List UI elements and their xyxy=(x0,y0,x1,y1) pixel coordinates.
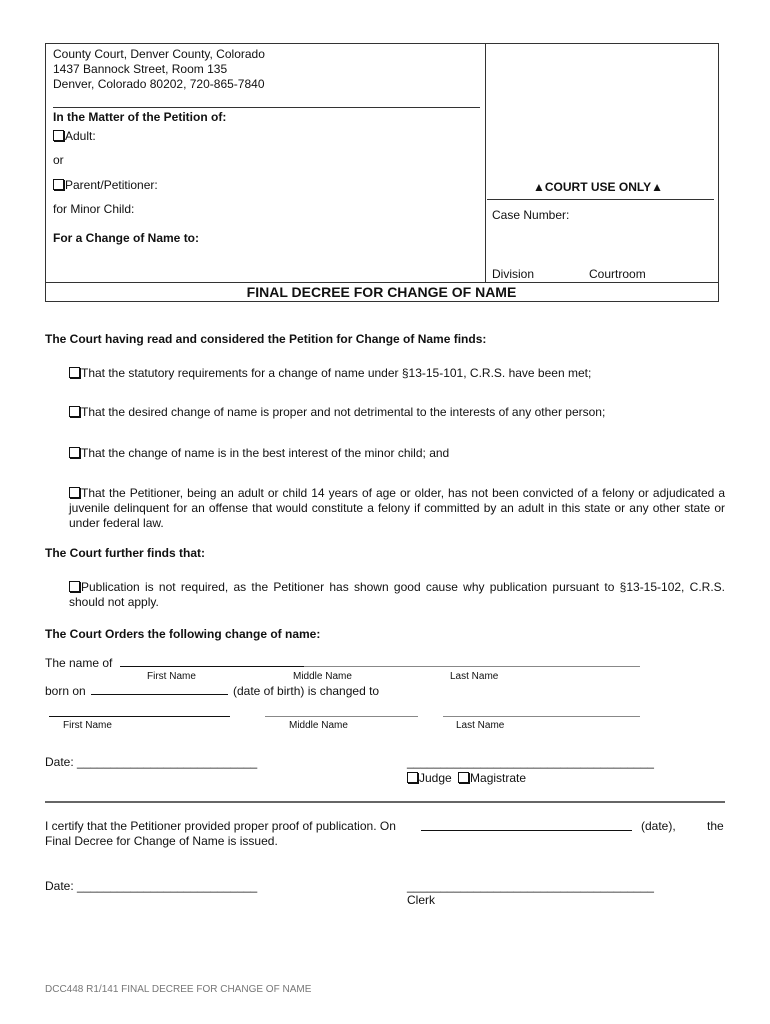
certify-the-word: the xyxy=(707,819,724,833)
finding-not-detrimental xyxy=(69,405,605,419)
court-info-divider xyxy=(53,107,480,108)
orders-heading: The Court Orders the following change of name: xyxy=(45,627,321,641)
dob-changed-label: (date of birth) is changed to xyxy=(233,684,380,698)
finding-best-interest-checkbox[interactable] xyxy=(69,447,80,458)
court-use-divider xyxy=(487,199,714,200)
finding-best-interest-text: That the change of name is in the best interest of the minor child; and xyxy=(81,446,450,460)
old-first-name-field[interactable] xyxy=(120,666,304,667)
publication-checkbox[interactable] xyxy=(69,581,80,592)
or-label: or xyxy=(53,153,64,167)
old-middle-name-caption: Middle Name xyxy=(293,671,352,682)
further-heading: The Court further finds that: xyxy=(45,546,205,560)
court-use-only: ▲COURT USE ONLY▲ xyxy=(533,180,663,194)
courtroom-label: Courtroom xyxy=(589,267,646,281)
title-divider xyxy=(45,282,718,283)
document-title: FINAL DECREE FOR CHANGE OF NAME xyxy=(246,284,517,300)
finding-statutory xyxy=(69,366,591,380)
matter-heading: In the Matter of the Petition of: xyxy=(53,110,227,124)
clerk-date-field[interactable]: Date: ___________________________ xyxy=(45,879,258,893)
change-to-label: For a Change of Name to: xyxy=(53,231,200,245)
new-middle-name-caption: Middle Name xyxy=(289,720,348,731)
magistrate-label: Magistrate xyxy=(470,771,527,785)
court-city-phone: Denver, Colorado 80202, 720-865-7840 xyxy=(53,77,265,91)
magistrate-checkbox[interactable] xyxy=(458,772,469,783)
findings-heading: The Court having read and considered the Petition for Change of Name finds: xyxy=(45,332,487,346)
finding-statutory-text: That the statutory requirements for a change of name under §13-15-101, C.R.S. have been met; xyxy=(81,366,592,380)
clerk-label: Clerk xyxy=(407,893,436,907)
minor-child-label: for Minor Child: xyxy=(53,202,135,216)
judge-signature-line[interactable]: _____________________________________ xyxy=(407,755,654,769)
court-address: 1437 Bannock Street, Room 135 xyxy=(53,62,228,76)
adult-option xyxy=(53,129,96,143)
adult-checkbox[interactable] xyxy=(53,130,64,141)
finding-not-detrimental-text: That the desired change of name is proper and not detrimental to the interests of any other person; xyxy=(81,405,606,419)
date-of-birth-field[interactable] xyxy=(91,694,228,695)
finding-no-felony-text: That the Petitioner, being an adult or child 14 years of age or older, has not been convicted of a felony or adjudicated a juvenile delinquent for an offense that would constitute a felony if committed by an adult in this state or any other state or under federal law. xyxy=(69,486,725,530)
new-last-name-caption: Last Name xyxy=(456,720,505,731)
old-last-name-field[interactable] xyxy=(454,666,640,667)
finding-no-felony-checkbox[interactable] xyxy=(69,487,80,498)
division-label: Division xyxy=(492,267,535,281)
finding-not-detrimental-checkbox[interactable] xyxy=(69,406,80,417)
finding-statutory-checkbox[interactable] xyxy=(69,367,80,378)
new-first-name-field[interactable] xyxy=(49,716,230,717)
finding-no-felony xyxy=(69,486,725,531)
publication-date-field[interactable] xyxy=(421,830,632,831)
old-first-name-caption: First Name xyxy=(147,671,196,682)
clerk-signature-line[interactable]: _____________________________________ xyxy=(407,879,654,893)
publication-text: Publication is not required, as the Petitioner has shown good cause why publication pursuant to §13-15-102, C.R.S. should not apply. xyxy=(69,580,725,609)
new-middle-name-field[interactable] xyxy=(265,716,418,717)
form-footer: DCC448 R1/141 FINAL DECREE FOR CHANGE OF NAME xyxy=(45,984,312,995)
name-of-label: The name of xyxy=(45,656,113,670)
born-on-label: born on xyxy=(45,684,86,698)
parent-label: Parent/Petitioner: xyxy=(65,178,158,192)
new-first-name-caption: First Name xyxy=(63,720,112,731)
certify-date-label: (date), xyxy=(641,819,676,833)
parent-option xyxy=(53,178,158,192)
publication-finding xyxy=(69,580,725,610)
judge-label: Judge xyxy=(419,771,452,785)
new-last-name-field[interactable] xyxy=(443,716,640,717)
court-name: County Court, Denver County, Colorado xyxy=(53,47,265,61)
certify-issued-text: Final Decree for Change of Name is issued. xyxy=(45,834,278,848)
parent-checkbox[interactable] xyxy=(53,179,64,190)
case-number-label: Case Number: xyxy=(492,208,570,222)
old-middle-name-field[interactable] xyxy=(304,666,454,667)
caption-divider-vertical xyxy=(485,43,486,282)
judge-magistrate-options xyxy=(407,771,526,785)
judge-checkbox[interactable] xyxy=(407,772,418,783)
old-last-name-caption: Last Name xyxy=(450,671,499,682)
certify-text: I certify that the Petitioner provided proper proof of publication. On xyxy=(45,819,396,833)
judge-date-field[interactable]: Date: ___________________________ xyxy=(45,755,258,769)
finding-best-interest xyxy=(69,446,449,460)
adult-label: Adult: xyxy=(65,129,96,143)
section-divider xyxy=(45,801,725,803)
